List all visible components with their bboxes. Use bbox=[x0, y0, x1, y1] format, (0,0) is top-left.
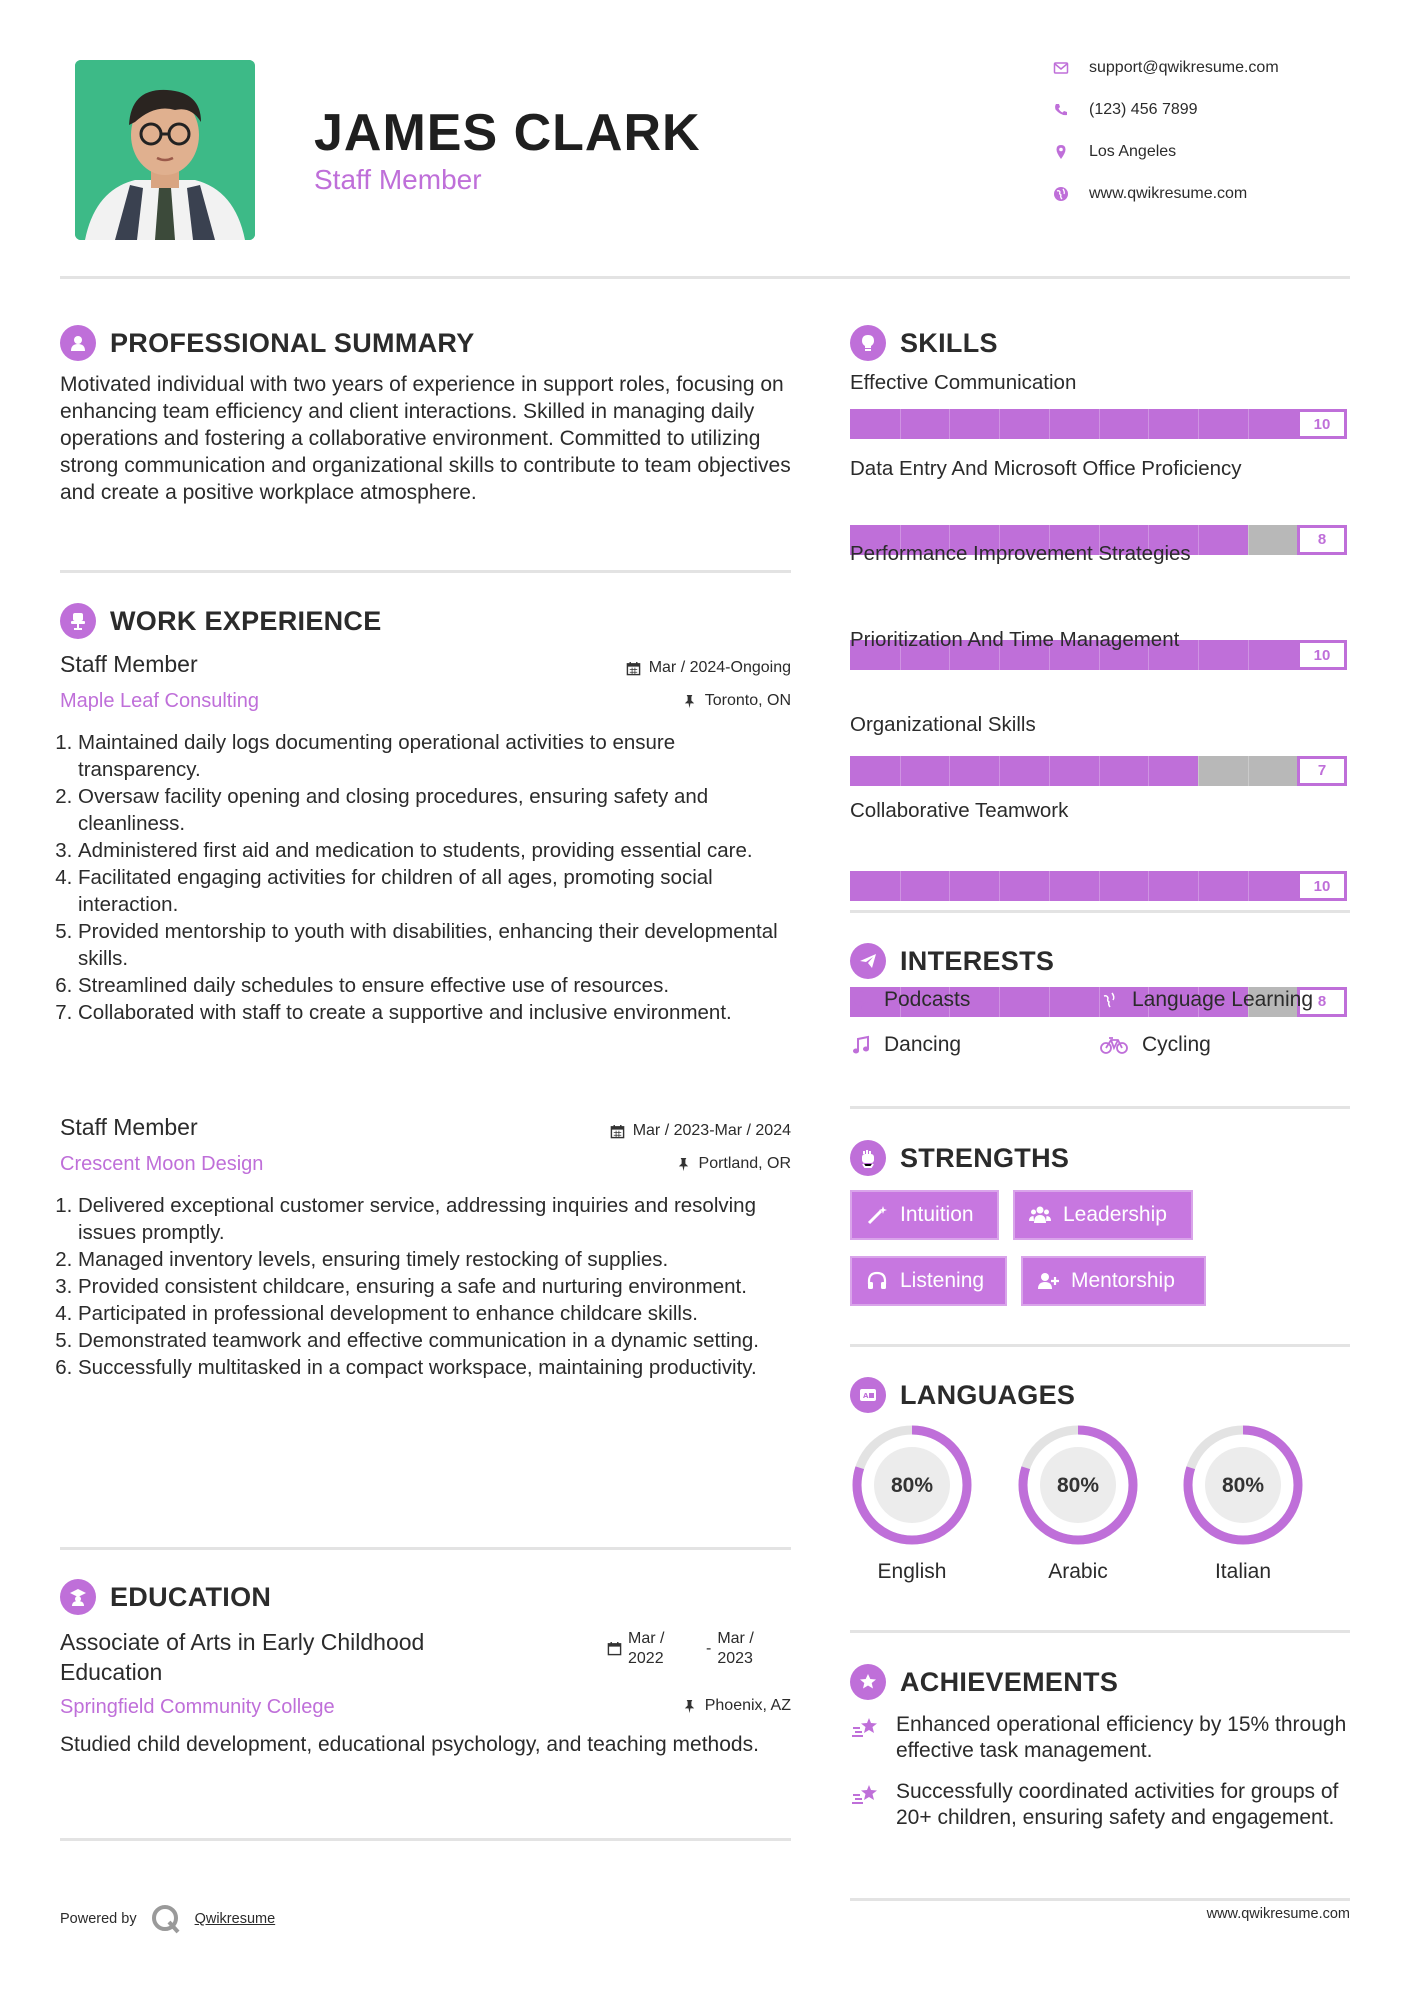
language-progress-ring bbox=[850, 1423, 974, 1547]
interests-divider bbox=[850, 1106, 1350, 1109]
skill-level-badge: 7 bbox=[1297, 756, 1347, 786]
achievement-item-1 bbox=[850, 1712, 1351, 1764]
qwikresume-logo-icon bbox=[151, 1904, 181, 1934]
experience-heading bbox=[60, 603, 382, 639]
skill-bar-segment bbox=[949, 756, 950, 786]
list-item: 3. Provided consistent childcare, ensuring a safe and nurturing environment. bbox=[78, 1273, 790, 1300]
microphone-icon bbox=[850, 989, 872, 1011]
education-location bbox=[500, 1697, 791, 1715]
skill-level-badge: 10 bbox=[1297, 640, 1347, 670]
interest-dancing bbox=[850, 1033, 961, 1057]
bicycle-icon bbox=[1098, 1034, 1130, 1056]
interest-label: Language Learning bbox=[1132, 988, 1314, 1011]
job-2-responsibilities bbox=[60, 1192, 790, 1381]
achievements-heading-text: ACHIEVEMENTS bbox=[900, 1666, 1119, 1697]
strength-listening bbox=[850, 1256, 1007, 1306]
list-item: 7. Collaborated with staff to create a supportive and inclusive environment. bbox=[78, 999, 790, 1026]
envelope-icon bbox=[1053, 60, 1069, 76]
skill-name: Collaborative Teamwork bbox=[850, 798, 1069, 822]
skill-bar-segment bbox=[900, 871, 901, 901]
skill-bar-segment bbox=[1198, 409, 1199, 439]
list-item: 4. Facilitated engaging activities for children of all ages, promoting social interaction. bbox=[78, 864, 790, 918]
skill-bar bbox=[850, 756, 1347, 786]
job-1-company: Maple Leaf Consulting bbox=[60, 690, 260, 712]
skill-bar-segment bbox=[1248, 525, 1249, 555]
skill-bar-segment bbox=[949, 409, 950, 439]
interest-label: Cycling bbox=[1142, 1033, 1211, 1056]
skill-level-badge: 10 bbox=[1297, 409, 1347, 439]
education-degree: Associate of Arts in Early Childhood Education bbox=[60, 1629, 425, 1685]
qwikresume-link[interactable]: Qwikresume bbox=[194, 1911, 276, 1927]
strengths-divider bbox=[850, 1344, 1350, 1347]
summary-heading-text: PROFESSIONAL SUMMARY bbox=[110, 327, 475, 358]
skill-bar-segment bbox=[1148, 871, 1149, 901]
strengths-heading bbox=[850, 1140, 1069, 1176]
achievements-heading bbox=[850, 1664, 1118, 1700]
globe-icon bbox=[1098, 989, 1120, 1011]
education-description: Studied child development, educational psychology, and teaching methods. bbox=[60, 1733, 759, 1756]
user-icon bbox=[60, 325, 96, 361]
header-divider bbox=[60, 276, 1350, 279]
education-date-end: Mar / 2023 bbox=[717, 1630, 754, 1667]
education-location-text: Phoenix, AZ bbox=[704, 1697, 791, 1714]
strength-label: Listening bbox=[900, 1269, 985, 1292]
skill-bar-segment bbox=[999, 871, 1000, 901]
interest-label: Podcasts bbox=[884, 988, 971, 1011]
skill-name: Prioritization And Time Management bbox=[850, 627, 1180, 651]
education-date bbox=[607, 1629, 763, 1669]
lightbulb-icon bbox=[850, 325, 886, 361]
user-plus-icon bbox=[1037, 1270, 1059, 1292]
users-icon bbox=[1029, 1204, 1051, 1226]
education-heading-text: EDUCATION bbox=[110, 1581, 272, 1612]
skills-heading bbox=[850, 325, 998, 361]
skill-level-badge: 8 bbox=[1297, 987, 1347, 1017]
pushpin-icon bbox=[682, 694, 697, 709]
skill-bar-segment bbox=[900, 409, 901, 439]
summary-divider bbox=[60, 570, 791, 573]
contact-phone[interactable] bbox=[1053, 101, 1198, 119]
interest-label: Dancing bbox=[884, 1033, 962, 1056]
skill-name: Organizational Skills bbox=[850, 713, 1036, 736]
skill-bar-segment bbox=[1049, 987, 1050, 1017]
music-note-icon bbox=[850, 1034, 872, 1056]
education-date-sep: - bbox=[706, 1640, 712, 1657]
skill-bar-segment bbox=[1248, 640, 1249, 670]
interests-heading-text: INTERESTS bbox=[900, 945, 1055, 976]
skill-bar-segment bbox=[1099, 756, 1100, 786]
job-1-location-text: Toronto, ON bbox=[704, 692, 791, 709]
skill-bar-segment bbox=[1099, 409, 1100, 439]
skill-bar-segment bbox=[1248, 409, 1249, 439]
skill-bar-segment bbox=[1198, 525, 1199, 555]
contact-location bbox=[1053, 143, 1176, 161]
languages-divider bbox=[850, 1630, 1350, 1633]
skill-bar-segment bbox=[900, 756, 901, 786]
list-item: 1. Delivered exceptional customer service, addressing inquiries and resolving issues promptly. bbox=[78, 1192, 790, 1246]
languages-heading bbox=[850, 1377, 1075, 1413]
skill-bar-segment bbox=[1148, 756, 1149, 786]
fist-icon bbox=[850, 1140, 886, 1176]
strength-leadership bbox=[1013, 1190, 1193, 1240]
job-1-location bbox=[500, 692, 791, 710]
skill-bar-segment bbox=[1099, 871, 1100, 901]
skill-bar bbox=[850, 871, 1347, 901]
contact-location-text: Los Angeles bbox=[1089, 143, 1177, 160]
achievement-text: Successfully coordinated activities for groups of 20+ children, ensuring safety and engagement. bbox=[896, 1780, 1339, 1829]
list-item: 3. Administered first aid and medication to students, providing essential care. bbox=[78, 837, 790, 864]
svg-text:A: A bbox=[863, 1392, 869, 1400]
skill-bar-segment bbox=[999, 409, 1000, 439]
footer-url[interactable]: www.qwikresume.com bbox=[1206, 1906, 1350, 1922]
skill-bar-segment bbox=[1198, 871, 1199, 901]
list-item: 2. Managed inventory levels, ensuring timely restocking of supplies. bbox=[78, 1246, 790, 1273]
job-1-title: Staff Member bbox=[60, 651, 198, 677]
skills-divider bbox=[850, 910, 1350, 913]
strength-mentorship bbox=[1021, 1256, 1206, 1306]
strength-label: Intuition bbox=[900, 1203, 974, 1226]
skill-name: Data Entry And Microsoft Office Proficiency bbox=[850, 456, 1242, 480]
contact-email[interactable] bbox=[1053, 59, 1279, 77]
language-name: Arabic bbox=[1048, 1560, 1108, 1583]
office-chair-icon bbox=[60, 603, 96, 639]
profile-photo bbox=[75, 60, 255, 240]
contact-website-text: www.qwikresume.com bbox=[1089, 185, 1248, 202]
contact-phone-text: (123) 456 7899 bbox=[1089, 101, 1198, 118]
skill-bar-segment bbox=[949, 871, 950, 901]
headphones-icon bbox=[866, 1270, 888, 1292]
skill-bar-segment bbox=[1248, 756, 1249, 786]
strength-label: Leadership bbox=[1063, 1203, 1167, 1226]
summary-heading bbox=[60, 325, 475, 361]
skill-name: Performance Improvement Strategies bbox=[850, 542, 1191, 565]
skill-bar-segment bbox=[1198, 640, 1199, 670]
footer-powered-by bbox=[60, 1904, 275, 1934]
paper-plane-icon bbox=[850, 943, 886, 979]
powered-by-text: Powered by bbox=[60, 1911, 137, 1927]
job-1-date bbox=[500, 659, 791, 677]
interest-cycling bbox=[1098, 1033, 1211, 1057]
calendar-icon bbox=[607, 1641, 622, 1656]
graduate-icon bbox=[60, 1579, 96, 1615]
award-icon bbox=[850, 1664, 886, 1700]
skill-bar-segment bbox=[1248, 871, 1249, 901]
education-heading bbox=[60, 1579, 271, 1615]
strengths-heading-text: STRENGTHS bbox=[900, 1142, 1070, 1173]
skill-bar-segment bbox=[1198, 756, 1199, 786]
skill-bar-segment bbox=[999, 756, 1000, 786]
calendar-icon bbox=[610, 1124, 625, 1139]
skill-bar-segment bbox=[1049, 409, 1050, 439]
list-item: 4. Participated in professional development to enhance childcare skills. bbox=[78, 1300, 790, 1327]
list-item: 2. Oversaw facility opening and closing procedures, ensuring safety and cleanliness. bbox=[78, 783, 790, 837]
globe-icon bbox=[1053, 186, 1069, 202]
achievements-divider bbox=[850, 1898, 1350, 1901]
shooting-star-icon bbox=[850, 1714, 882, 1740]
calendar-icon bbox=[626, 661, 641, 676]
interest-podcasts bbox=[850, 988, 970, 1012]
skill-bar-segment bbox=[999, 987, 1000, 1017]
interest-language-learning bbox=[1098, 988, 1313, 1012]
language-percent: 80% bbox=[1056, 1474, 1100, 1497]
achievement-text: Enhanced operational efficiency by 15% through effective task management. bbox=[896, 1713, 1347, 1762]
skill-bar bbox=[850, 409, 1347, 439]
language-percent: 80% bbox=[1221, 1474, 1265, 1497]
job-2-company: Crescent Moon Design bbox=[60, 1153, 264, 1175]
pushpin-icon bbox=[676, 1157, 691, 1172]
language-name: English bbox=[877, 1560, 947, 1583]
language-name: Italian bbox=[1214, 1560, 1272, 1583]
shooting-star-icon bbox=[850, 1781, 882, 1807]
skill-level-badge: 10 bbox=[1297, 871, 1347, 901]
contact-website[interactable] bbox=[1053, 185, 1247, 203]
languages-heading-text: LANGUAGES bbox=[900, 1379, 1076, 1410]
list-item: 5. Provided mentorship to youth with disabilities, enhancing their developmental skills. bbox=[78, 918, 790, 972]
skill-bar-segment bbox=[1148, 409, 1149, 439]
achievement-item-2 bbox=[850, 1779, 1351, 1831]
skill-bar-segment bbox=[1049, 871, 1050, 901]
job-2-date bbox=[500, 1122, 791, 1140]
summary-text: Motivated individual with two years of experience in support roles, focusing on enhancing team efficiency and client interactions. Skilled in managing daily operations and fostering a collaborative environment. Committed to utilizing strong communication and organizational skills to contribute to team objectives and create a positive workplace atmosphere. bbox=[60, 373, 791, 504]
location-pin-icon bbox=[1053, 144, 1069, 160]
job-2-location-text: Portland, OR bbox=[698, 1155, 791, 1172]
language-card-icon bbox=[850, 1377, 886, 1413]
list-item: 1. Maintained daily logs documenting operational activities to ensure transparency. bbox=[78, 729, 790, 783]
list-item: 6. Successfully multitasked in a compact workspace, maintaining productivity. bbox=[78, 1354, 790, 1381]
strength-label: Mentorship bbox=[1071, 1269, 1175, 1292]
job-2-location bbox=[500, 1155, 791, 1173]
experience-divider bbox=[60, 1547, 791, 1550]
skill-bar-fill bbox=[850, 756, 1198, 786]
education-school: Springfield Community College bbox=[60, 1696, 335, 1718]
list-item: 5. Demonstrated teamwork and effective communication in a dynamic setting. bbox=[78, 1327, 790, 1354]
job-2-title: Staff Member bbox=[60, 1114, 198, 1140]
language-progress-ring bbox=[1016, 1423, 1140, 1547]
education-date-start: Mar / 2022 bbox=[628, 1630, 665, 1667]
pushpin-icon bbox=[682, 1699, 697, 1714]
job-2-date-text: Mar / 2023-Mar / 2024 bbox=[632, 1122, 791, 1139]
skills-heading-text: SKILLS bbox=[900, 327, 998, 358]
skill-level-badge: 8 bbox=[1297, 525, 1347, 555]
candidate-title: Staff Member bbox=[314, 164, 482, 195]
job-1-responsibilities bbox=[60, 729, 790, 1026]
job-1-date-text: Mar / 2024-Ongoing bbox=[648, 659, 791, 676]
education-divider bbox=[60, 1838, 791, 1841]
experience-heading-text: WORK EXPERIENCE bbox=[110, 605, 382, 636]
contact-email-text: support@qwikresume.com bbox=[1089, 59, 1279, 76]
list-item: 6. Streamlined daily schedules to ensure effective use of resources. bbox=[78, 972, 790, 999]
strength-intuition bbox=[850, 1190, 999, 1240]
candidate-name: JAMES CLARK bbox=[314, 104, 701, 162]
skill-bar-segment bbox=[1049, 756, 1050, 786]
interests-heading bbox=[850, 943, 1054, 979]
language-progress-ring bbox=[1181, 1423, 1305, 1547]
phone-icon bbox=[1053, 102, 1069, 118]
language-percent: 80% bbox=[890, 1474, 934, 1497]
magic-wand-icon bbox=[866, 1204, 888, 1226]
skill-name: Effective Communication bbox=[850, 371, 1077, 394]
